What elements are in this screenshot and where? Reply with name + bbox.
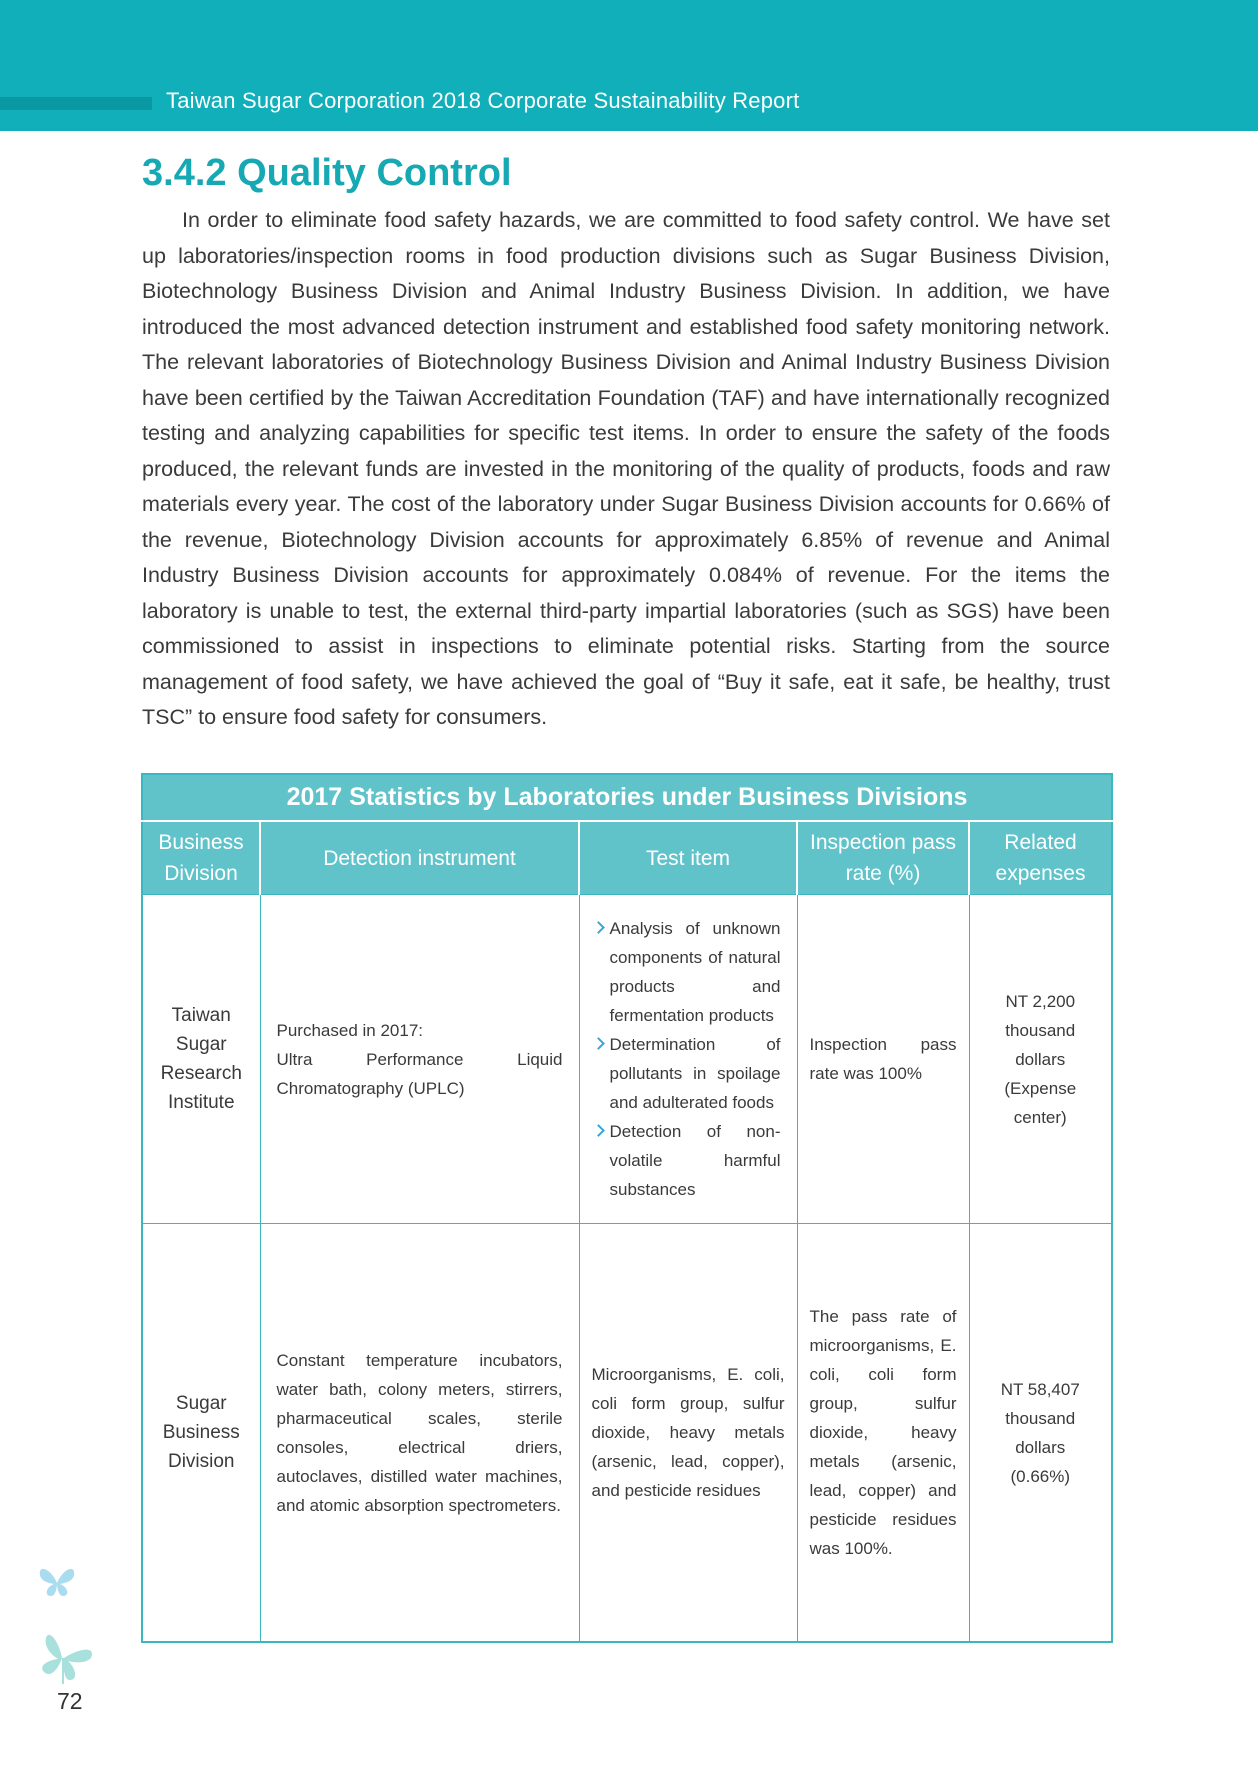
division-cell: Taiwan Sugar Research Institute xyxy=(142,895,260,1224)
instrument-line: Purchased in 2017: xyxy=(276,1020,423,1040)
list-item: Analysis of unknown components of natural products and fermentation products xyxy=(594,914,781,1030)
header-related-expenses: Related expenses xyxy=(969,821,1112,895)
test-item-cell: Microorganisms, E. coli, coli form group, sulfur dioxide, heavy metals (arsenic, lead, copper), and pesticide residues xyxy=(579,1224,797,1643)
section-title: 3.4.2 Quality Control xyxy=(142,152,512,194)
test-item-cell xyxy=(579,895,797,1224)
pass-rate-cell: Inspection pass rate was 100% xyxy=(797,895,969,1224)
division-cell: Sugar Business Division xyxy=(142,1224,260,1643)
page-number: 72 xyxy=(57,1688,83,1714)
chevron-right-icon xyxy=(592,1037,605,1050)
expenses-cell: NT 2,200 thousand dollars (Expense center) xyxy=(969,895,1112,1224)
instrument-cell xyxy=(260,895,579,1224)
expenses-cell: NT 58,407 thousand dollars (0.66%) xyxy=(969,1224,1112,1643)
section-body-text: In order to eliminate food safety hazards, we are committed to food safety control. We have set up laboratories/inspection rooms in food production divisions such as Sugar Business Division, Biotechnology Business Division and Animal Industry Business Division. In addition, we have introduced the most advanced detection instrument and established food safety monitoring network. The relevant laboratories of Biotechnology Business Division and Animal Industry Business Division have been certified by the Taiwan Accreditation Foundation (TAF) and have internationally recognized testing and analyzing capabilities for specific test items. In order to ensure the safety of the foods produced, the relevant funds are invested in the monitoring of the quality of products, foods and raw materials every year. The cost of the laboratory under Sugar Business Division accounts for 0.66% of the revenue, Biotechnology Division accounts for approximately 6.85% of revenue and Animal Industry Business Division accounts for approximately 0.084% of revenue. For the items the laboratory is unable to test, the external third-party impartial laboratories (such as SGS) have been commissioned to assist in inspections to eliminate potential risks. Starting from the source management of food safety, we have achieved the goal of “Buy it safe, eat it safe, be healthy, trust TSC” to ensure food safety for consumers. xyxy=(142,208,1110,729)
chevron-right-icon xyxy=(592,921,605,934)
table-row xyxy=(142,1224,1112,1643)
list-item: Detection of non-volatile harmful substances xyxy=(594,1117,781,1204)
report-title: Taiwan Sugar Corporation 2018 Corporate Sustainability Report xyxy=(166,88,800,113)
instrument-cell: Constant temperature incubators, water bath, colony meters, stirrers, pharmaceutical scales, sterile consoles, electrical driers, autoclaves, distilled water machines, and atomic absorption spectrometers. xyxy=(260,1224,579,1643)
butterfly-icon xyxy=(36,1628,96,1686)
header-detection-instrument: Detection instrument xyxy=(260,821,579,895)
table-caption: 2017 Statistics by Laboratories under Business Divisions xyxy=(142,774,1112,821)
header-test-item: Test item xyxy=(579,821,797,895)
list-item: Determination of pollutants in spoilage and adulterated foods xyxy=(594,1030,781,1117)
header-pass-rate: Inspection pass rate (%) xyxy=(797,821,969,895)
lab-statistics-table xyxy=(141,773,1113,1643)
header-business-division: Business Division xyxy=(142,821,260,895)
chevron-right-icon xyxy=(592,1124,605,1137)
instrument-line: Ultra Performance Liquid Chromatography (UPLC) xyxy=(276,1049,563,1098)
butterfly-icon xyxy=(36,1563,78,1599)
header-accent-bar xyxy=(0,97,152,110)
pass-rate-cell: The pass rate of microorganisms, E. coli, coli form group, sulfur dioxide, heavy metals (arsenic, lead, copper) and pesticide residues was 100%. xyxy=(797,1224,969,1643)
test-item-list xyxy=(580,914,797,1204)
table-row xyxy=(142,895,1112,1224)
